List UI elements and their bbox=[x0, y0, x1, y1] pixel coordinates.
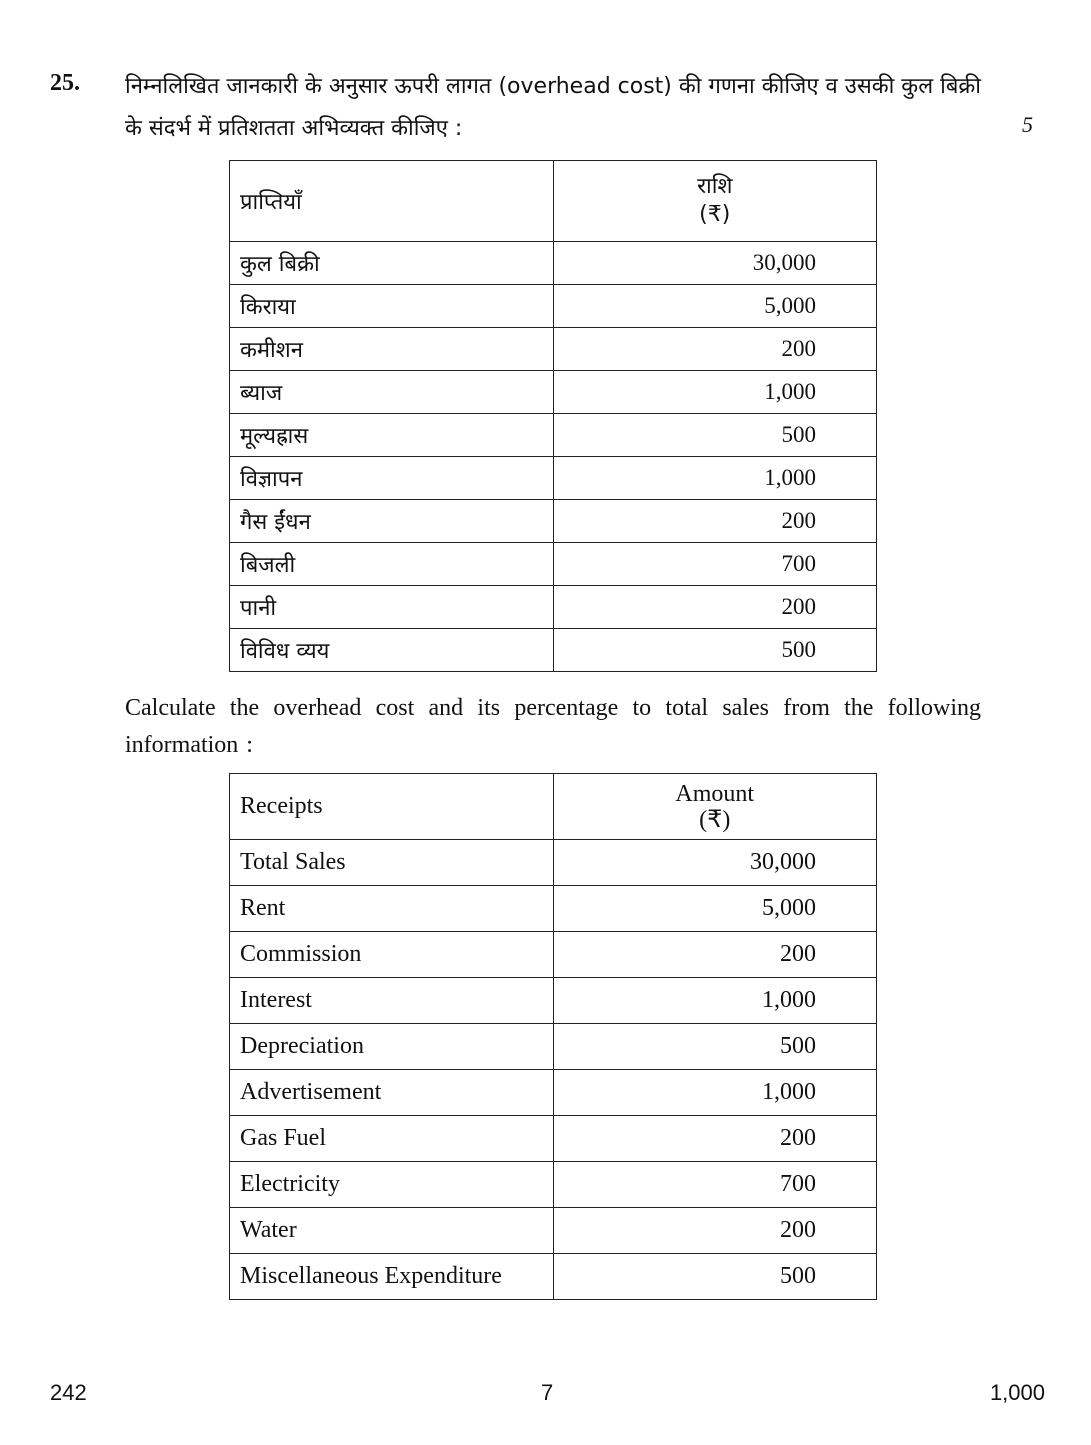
table-row bbox=[230, 1070, 877, 1116]
page-number: 7 bbox=[541, 1380, 554, 1405]
table-row bbox=[230, 371, 877, 414]
table-row bbox=[230, 414, 877, 457]
row-amount: 200 bbox=[553, 500, 877, 543]
row-label: कुल बिक्री bbox=[230, 242, 554, 285]
row-label: किराया bbox=[230, 285, 554, 328]
row-amount: 200 bbox=[553, 1208, 877, 1254]
row-amount: 30,000 bbox=[553, 840, 877, 886]
table-row bbox=[230, 1162, 877, 1208]
row-amount: 500 bbox=[553, 414, 877, 457]
table-row bbox=[230, 932, 877, 978]
row-label: विविध व्यय bbox=[230, 629, 554, 672]
table-row bbox=[230, 586, 877, 629]
table-row bbox=[230, 285, 877, 328]
header-receipts-hindi: प्राप्तियाँ bbox=[230, 161, 554, 242]
row-label: Total Sales bbox=[230, 840, 554, 886]
row-amount: 1,000 bbox=[553, 457, 877, 500]
header-amount-english bbox=[553, 774, 877, 840]
question-number: 25. bbox=[50, 70, 80, 96]
row-amount: 1,000 bbox=[553, 978, 877, 1024]
row-amount: 200 bbox=[553, 328, 877, 371]
row-label: Depreciation bbox=[230, 1024, 554, 1070]
paper-code: 242 bbox=[50, 1380, 87, 1405]
row-label: कमीशन bbox=[230, 328, 554, 371]
row-label: पानी bbox=[230, 586, 554, 629]
table-row bbox=[230, 1254, 877, 1300]
question-text-english: Calculate the overhead cost and its percentage to total sales from the following information : bbox=[125, 695, 981, 758]
table-header-row bbox=[230, 774, 877, 840]
row-amount: 1,000 bbox=[553, 371, 877, 414]
row-label: Gas Fuel bbox=[230, 1116, 554, 1162]
row-amount: 5,000 bbox=[553, 886, 877, 932]
row-amount: 500 bbox=[553, 1024, 877, 1070]
table-row bbox=[230, 1208, 877, 1254]
row-label: Interest bbox=[230, 978, 554, 1024]
table-row bbox=[230, 457, 877, 500]
header-amount-unit: (₹) bbox=[699, 202, 731, 227]
receipts-table-hindi bbox=[229, 160, 877, 672]
table-row bbox=[230, 242, 877, 285]
row-amount: 500 bbox=[553, 1254, 877, 1300]
table-row bbox=[230, 886, 877, 932]
header-amount-unit: (₹) bbox=[699, 806, 731, 833]
row-amount: 1,000 bbox=[553, 1070, 877, 1116]
header-amount-hindi bbox=[553, 161, 877, 242]
row-label: विज्ञापन bbox=[230, 457, 554, 500]
row-label: मूल्यह्रास bbox=[230, 414, 554, 457]
row-label: बिजली bbox=[230, 543, 554, 586]
table-row bbox=[230, 1116, 877, 1162]
row-amount: 30,000 bbox=[553, 242, 877, 285]
row-amount: 200 bbox=[553, 1116, 877, 1162]
row-label: Electricity bbox=[230, 1162, 554, 1208]
table-header-row bbox=[230, 161, 877, 242]
question-marks: 5 bbox=[1022, 112, 1033, 137]
row-amount: 5,000 bbox=[553, 285, 877, 328]
row-amount: 500 bbox=[553, 629, 877, 672]
receipts-table-english bbox=[229, 773, 877, 1300]
table-row bbox=[230, 629, 877, 672]
row-label: गैस ईंधन bbox=[230, 500, 554, 543]
header-amount-title: Amount bbox=[675, 780, 755, 807]
table-row bbox=[230, 328, 877, 371]
header-receipts-english: Receipts bbox=[230, 774, 554, 840]
table-row bbox=[230, 840, 877, 886]
question-text-hindi: निम्नलिखित जानकारी के अनुसार ऊपरी लागत (overhead cost) की गणना कीजिए व उसकी कुल बिक्री के संदर्भ में प्रतिशतता अभिव्यक्त कीजिए : bbox=[125, 74, 981, 141]
row-label: Water bbox=[230, 1208, 554, 1254]
table-row bbox=[230, 978, 877, 1024]
row-label: Rent bbox=[230, 886, 554, 932]
header-amount-title: राशि bbox=[697, 174, 733, 199]
row-label: Advertisement bbox=[230, 1070, 554, 1116]
row-label: ब्याज bbox=[230, 371, 554, 414]
table-row bbox=[230, 1024, 877, 1070]
row-amount: 200 bbox=[553, 586, 877, 629]
row-label: Miscellaneous Expenditure bbox=[230, 1254, 554, 1300]
row-amount: 700 bbox=[553, 1162, 877, 1208]
row-label: Commission bbox=[230, 932, 554, 978]
table-row bbox=[230, 500, 877, 543]
row-amount: 200 bbox=[553, 932, 877, 978]
copies-count: 1,000 bbox=[989, 1380, 1045, 1405]
table-row bbox=[230, 543, 877, 586]
row-amount: 700 bbox=[553, 543, 877, 586]
